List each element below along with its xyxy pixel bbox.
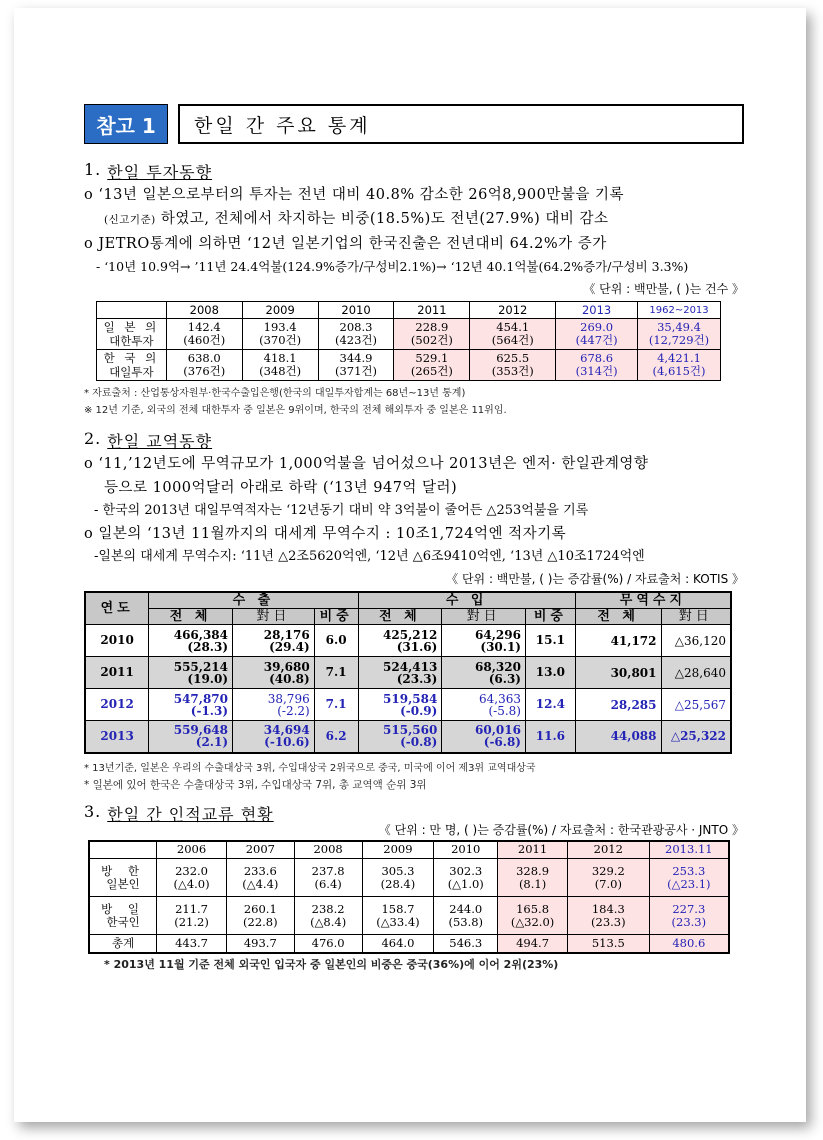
table-cell: △28,640 bbox=[661, 657, 731, 689]
table-cell: 480.6 bbox=[649, 935, 729, 953]
table-cell: 260.1 (22.8) bbox=[226, 897, 294, 935]
table-cell: 142.4 (460건) bbox=[166, 319, 242, 350]
table-cell: 238.2 (△8.4) bbox=[294, 897, 362, 935]
table-cell: 425,212 (31.6) bbox=[358, 625, 442, 657]
export-header: 수 출 bbox=[149, 592, 358, 609]
year-cell: 2013 bbox=[85, 721, 149, 753]
table-cell: 464.0 bbox=[362, 935, 434, 953]
table-header-row bbox=[85, 592, 731, 609]
year-column-header: 연도 bbox=[85, 592, 149, 625]
table-cell: 35,49.4 (12,729건) bbox=[638, 319, 721, 350]
table-row bbox=[85, 689, 731, 721]
year-cell: 2012 bbox=[85, 689, 149, 721]
table-cell: 529.1 (265건) bbox=[394, 350, 470, 381]
subheader-cell: 對日 bbox=[661, 609, 731, 625]
corner-cell bbox=[89, 841, 157, 859]
table-cell: 329.2 (7.0) bbox=[567, 859, 649, 897]
year-cell: 2010 bbox=[85, 625, 149, 657]
sec1-bullet-2: o JETRO통계에 의하면 ‘12년 일본기업의 한국진출은 전년대비 64.2%가 증가 bbox=[84, 236, 607, 252]
sec2-note-2: * 일본에 있어 한국은 수출대상국 3위, 수입대상국 7위, 총 교역액 순위 3위 bbox=[84, 778, 427, 791]
section-number: 2. bbox=[84, 429, 102, 448]
sec2-bullet-1-sub: - 한국의 2013년 대일무역적자는 ‘12년동기 대비 약 3억불이 줄어든 △253억불을 기록 bbox=[94, 503, 589, 518]
table-cell: 193.4 (370건) bbox=[242, 319, 318, 350]
sec2-bullet-2-sub: -일본의 대세계 무역수지: ‘11년 △2조5620억엔, ‘12년 △6조9410억엔, ‘13년 △10조1724억엔 bbox=[94, 549, 645, 564]
section-label: 한일 투자동향 bbox=[107, 163, 213, 182]
table-cell: 7.1 bbox=[314, 689, 358, 721]
section-label: 한일 간 인적교류 현황 bbox=[107, 804, 274, 824]
sec1-bullet-2-sub: - ‘10년 10.9억→ ’11년 24.4억불(124.9%증가/구성비2.1%)→ ‘12년 40.1억불(64.2%증가/구성비 3.3%) bbox=[96, 259, 689, 274]
year-header: 2011 bbox=[498, 841, 568, 859]
import-header: 수 입 bbox=[358, 592, 575, 609]
table-cell: 454.1 (564건) bbox=[470, 319, 556, 350]
year-header: 2012 bbox=[567, 841, 649, 859]
table-cell: 165.8 (△32.0) bbox=[498, 897, 568, 935]
table-cell: 678.6 (314건) bbox=[556, 350, 638, 381]
table-cell: 244.0 (53.8) bbox=[434, 897, 498, 935]
table-row bbox=[89, 897, 729, 935]
document-page bbox=[14, 8, 806, 1122]
sec2-note-1: * 13년기준, 일본은 우리의 수출대상국 3위, 수입대상국 2위국으로 중국, 미국에 이어 제3위 교역대상국 bbox=[84, 762, 536, 774]
subheader-cell: 전 체 bbox=[358, 609, 442, 625]
sec1-unit: 《 단위 : 백만불, ( )는 건수 》 bbox=[583, 282, 744, 296]
sec3-note: * 2013년 11월 기준 전체 외국인 입국자 중 일본인의 비중은 중국(36%)에 이어 2위(23%) bbox=[104, 957, 559, 971]
section-1-title bbox=[84, 160, 744, 183]
table-cell: △25,567 bbox=[661, 689, 731, 721]
table-cell: 158.7 (△33.4) bbox=[362, 897, 434, 935]
table-cell: 13.0 bbox=[525, 657, 575, 689]
table-cell: 237.8 (6.4) bbox=[294, 859, 362, 897]
reference-header bbox=[84, 104, 744, 144]
table-cell: 269.0 (447건) bbox=[556, 319, 638, 350]
table-cell: 443.7 bbox=[157, 935, 227, 953]
year-header: 2009 bbox=[362, 841, 434, 859]
table-cell: △36,120 bbox=[661, 625, 731, 657]
section-number: 1. bbox=[84, 160, 102, 179]
row-label: 한 국 의 대일투자 bbox=[97, 350, 167, 381]
year-header: 2011 bbox=[394, 302, 470, 319]
table-cell: 493.7 bbox=[226, 935, 294, 953]
section-label: 한일 교역동향 bbox=[107, 432, 213, 451]
table-row bbox=[97, 350, 721, 381]
table-cell: 638.0 (376건) bbox=[166, 350, 242, 381]
table-cell: 6.2 bbox=[314, 721, 358, 753]
row-label: 일 본 의 대한투자 bbox=[97, 319, 167, 350]
table-cell: 28,176 (29.4) bbox=[233, 625, 315, 657]
table-row bbox=[89, 859, 729, 897]
table-cell: 515,560 (-0.8) bbox=[358, 721, 442, 753]
year-header: 2008 bbox=[166, 302, 242, 319]
table-cell: 546.3 bbox=[434, 935, 498, 953]
table-cell: 302.3 (△1.0) bbox=[434, 859, 498, 897]
year-header: 2007 bbox=[226, 841, 294, 859]
section-2-title bbox=[84, 429, 744, 452]
table-row bbox=[85, 721, 731, 753]
report-basis-note: (신고기준) bbox=[104, 214, 156, 226]
table-header-row bbox=[89, 841, 729, 859]
row-label: 방 한 일본인 bbox=[89, 859, 157, 897]
exchange-table bbox=[88, 840, 730, 954]
trade-table bbox=[84, 591, 732, 754]
year-header: 2006 bbox=[157, 841, 227, 859]
year-cell: 2011 bbox=[85, 657, 149, 689]
table-cell: 559,648 (2.1) bbox=[149, 721, 233, 753]
table-cell: 30,801 bbox=[575, 657, 661, 689]
table-header-row bbox=[97, 302, 721, 319]
table-cell: 34,694 (-10.6) bbox=[233, 721, 315, 753]
subheader-cell: 전 체 bbox=[149, 609, 233, 625]
sec2-bullet-1-line-1: o ‘11,’12년도에 무역규모가 1,000억불을 넘어섰으나 2013년은 엔저· 한일관계영향 bbox=[84, 456, 649, 472]
year-header: 2010 bbox=[434, 841, 498, 859]
reference-badge: 참고 1 bbox=[84, 104, 168, 144]
table-cell: 253.3 (△23.1) bbox=[649, 859, 729, 897]
table-cell: 466,384 (28.3) bbox=[149, 625, 233, 657]
year-header: 2012 bbox=[470, 302, 556, 319]
table-cell: 555,214 (19.0) bbox=[149, 657, 233, 689]
table-row bbox=[85, 625, 731, 657]
document-content bbox=[84, 104, 744, 973]
table-cell: △25,322 bbox=[661, 721, 731, 753]
sec1-source-note: * 자료출처 : 산업통상자원부·한국수출입은행(한국의 대일투자합계는 68년~13년 통계) bbox=[84, 388, 466, 399]
sec1-ranking-note: ※ 12년 기준, 외국의 전체 대한투자 중 일본은 9위이며, 한국의 전체 해외투자 중 일본은 11위임. bbox=[84, 405, 507, 416]
table-cell: 494.7 bbox=[498, 935, 568, 953]
table-cell: 41,172 bbox=[575, 625, 661, 657]
table-cell: 39,680 (40.8) bbox=[233, 657, 315, 689]
subheader-cell: 對日 bbox=[233, 609, 315, 625]
table-cell: 227.3 (23.3) bbox=[649, 897, 729, 935]
section-number: 3. bbox=[84, 801, 102, 821]
table-cell: 11.6 bbox=[525, 721, 575, 753]
sec1-bullet-1-line-2 bbox=[84, 207, 744, 232]
sec1-bullet-1-text: 하였고, 전체에서 차지하는 비중(18.5%)도 전년(27.9%) 대비 감소 bbox=[155, 211, 609, 227]
table-cell: 418.1 (348건) bbox=[242, 350, 318, 381]
year-header: 2013.11 bbox=[649, 841, 729, 859]
year-header: 2013 bbox=[556, 302, 638, 319]
table-cell: 28,285 bbox=[575, 689, 661, 721]
table-row bbox=[97, 319, 721, 350]
sec3-unit: 《 단위 : 만 명, ( )는 증감률(%) / 자료출처 : 한국관광공사 · JNTO 》 bbox=[378, 822, 744, 837]
year-header: 1962~2013 bbox=[638, 302, 721, 319]
table-cell: 60,016 (-6.8) bbox=[442, 721, 526, 753]
table-cell: 12.4 bbox=[525, 689, 575, 721]
table-cell: 38,796 (-2.2) bbox=[233, 689, 315, 721]
investment-table bbox=[96, 301, 721, 381]
table-cell: 44,088 bbox=[575, 721, 661, 753]
table-cell: 7.1 bbox=[314, 657, 358, 689]
subheader-cell: 전 체 bbox=[575, 609, 661, 625]
page-title: 한일 간 주요 통계 bbox=[178, 104, 744, 144]
table-cell: 4,421.1 (4,615건) bbox=[638, 350, 721, 381]
table-total-row bbox=[89, 935, 729, 953]
table-cell: 233.6 (△4.4) bbox=[226, 859, 294, 897]
sec1-bullet-1-line-1: o ‘13년 일본으로부터의 투자는 전년 대비 40.8% 감소한 26억8,900만불을 기록 bbox=[84, 187, 624, 203]
table-cell: 184.3 (23.3) bbox=[567, 897, 649, 935]
subheader-cell: 비중 bbox=[314, 609, 358, 625]
table-cell: 519,584 (-0.9) bbox=[358, 689, 442, 721]
year-header: 2010 bbox=[318, 302, 394, 319]
sec2-bullet-2: o 일본의 ‘13년 11월까지의 대세계 무역수지 : 10조1,724억엔 적자기록 bbox=[84, 526, 567, 542]
table-cell: 328.9 (8.1) bbox=[498, 859, 568, 897]
table-row bbox=[85, 657, 731, 689]
subheader-cell: 비중 bbox=[525, 609, 575, 625]
row-label: 방 일 한국인 bbox=[89, 897, 157, 935]
year-header: 2009 bbox=[242, 302, 318, 319]
table-cell: 344.9 (371건) bbox=[318, 350, 394, 381]
table-cell: 513.5 bbox=[567, 935, 649, 953]
sec2-unit: 《 단위 : 백만불, ( )는 증감률(%) / 자료출처 : KOTIS 》 bbox=[446, 572, 744, 586]
row-label: 총계 bbox=[89, 935, 157, 953]
sec2-bullet-1-line-2: 등으로 1000억달러 아래로 하락 (‘13년 947억 달러) bbox=[104, 480, 458, 496]
balance-header: 무역수지 bbox=[575, 592, 731, 609]
table-cell: 232.0 (△4.0) bbox=[157, 859, 227, 897]
table-subheader-row bbox=[85, 609, 731, 625]
corner-cell bbox=[97, 302, 167, 319]
table-cell: 64,363 (-5.8) bbox=[442, 689, 526, 721]
table-cell: 208.3 (423건) bbox=[318, 319, 394, 350]
table-cell: 305.3 (28.4) bbox=[362, 859, 434, 897]
table-cell: 625.5 (353건) bbox=[470, 350, 556, 381]
table-cell: 68,320 (6.3) bbox=[442, 657, 526, 689]
table-cell: 64,296 (30.1) bbox=[442, 625, 526, 657]
table-cell: 547,870 (-1.3) bbox=[149, 689, 233, 721]
table-cell: 524,413 (23.3) bbox=[358, 657, 442, 689]
subheader-cell: 對日 bbox=[442, 609, 526, 625]
table-cell: 15.1 bbox=[525, 625, 575, 657]
table-cell: 476.0 bbox=[294, 935, 362, 953]
year-header: 2008 bbox=[294, 841, 362, 859]
table-cell: 228.9 (502건) bbox=[394, 319, 470, 350]
table-cell: 6.0 bbox=[314, 625, 358, 657]
table-cell: 211.7 (21.2) bbox=[157, 897, 227, 935]
